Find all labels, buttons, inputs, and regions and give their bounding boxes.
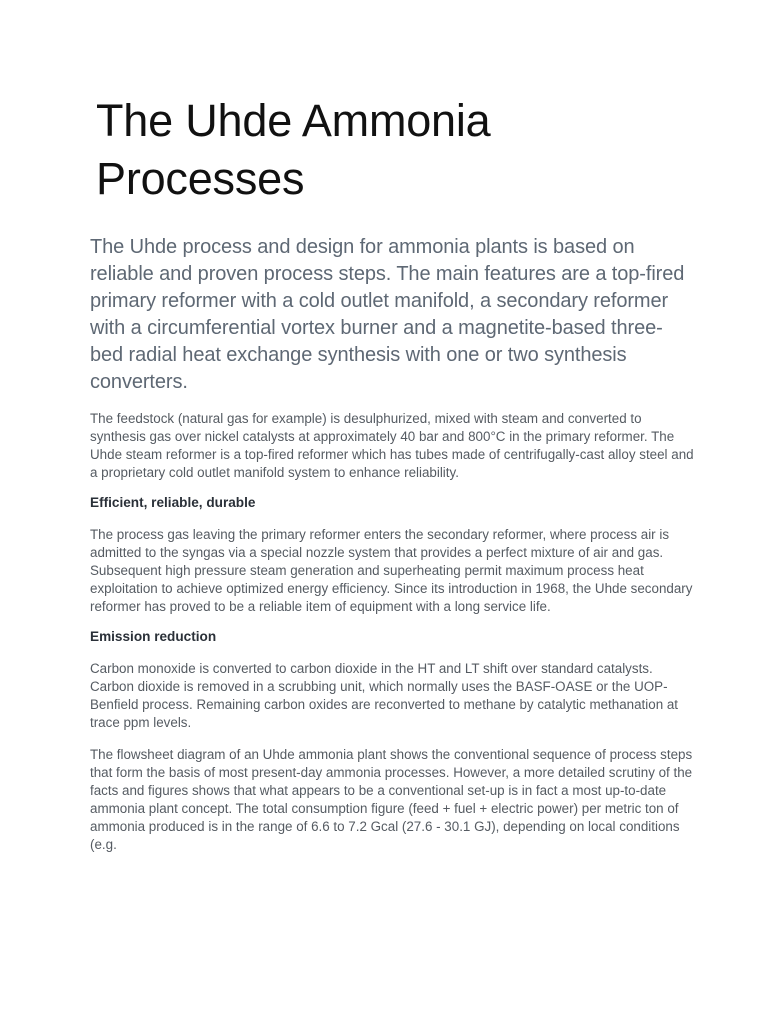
section-heading-efficient: Efficient, reliable, durable	[90, 495, 256, 510]
paragraph-carbon-monoxide: Carbon monoxide is converted to carbon dioxide in the HT and LT shift over standard catalysts. Carbon dioxide is removed in a scrubbing unit, which normally uses the BASF-OASE or the UOP-Benfield process. Remaining carbon oxides are reconverted to methane by catalytic methanation at trace ppm levels.	[90, 661, 679, 730]
lead-paragraph: The Uhde process and design for ammonia plants is based on reliable and proven process steps. The main features are a top-fired primary reformer with a cold outlet manifold, a secondary reformer with a circumferential vortex burner and a magnetite-based three-bed radial heat exchange synthesis with one or two synthesis converters.	[90, 236, 685, 393]
section-heading-emission: Emission reduction	[90, 629, 217, 644]
page-title: The Uhde Ammonia Processes	[96, 95, 491, 204]
paragraph-feedstock: The feedstock (natural gas for example) is desulphurized, mixed with steam and converted to synthesis gas over nickel catalysts at approximately 40 bar and 800°C in the primary reformer. The Uhde steam reformer is a top-fired reformer which has tubes made of centrifugally-cast alloy steel and a proprietary cold outlet manifold system to enhance reliability.	[90, 411, 694, 480]
paragraph-flowsheet: The flowsheet diagram of an Uhde ammonia plant shows the conventional sequence of process steps that form the basis of most present-day ammonia processes. However, a more detailed scrutiny of the facts and figures shows that what appears to be a conventional set-up is in fact a most up-to-date ammonia plant concept. The total consumption figure (feed + fuel + electric power) per metric ton of ammonia produced is in the range of 6.6 to 7.2 Gcal (27.6 - 30.1 GJ), depending on local conditions (e.g.	[90, 747, 693, 852]
paragraph-secondary-reformer: The process gas leaving the primary reformer enters the secondary reformer, where process air is admitted to the syngas via a special nozzle system that provides a perfect mixture of air and gas. Subsequent high pressure steam generation and superheating permit maximum process heat exploitation to achieve optimized energy efficiency. Since its introduction in 1968, the Uhde secondary reformer has proved to be a reliable item of equipment with a long service life.	[90, 527, 693, 614]
